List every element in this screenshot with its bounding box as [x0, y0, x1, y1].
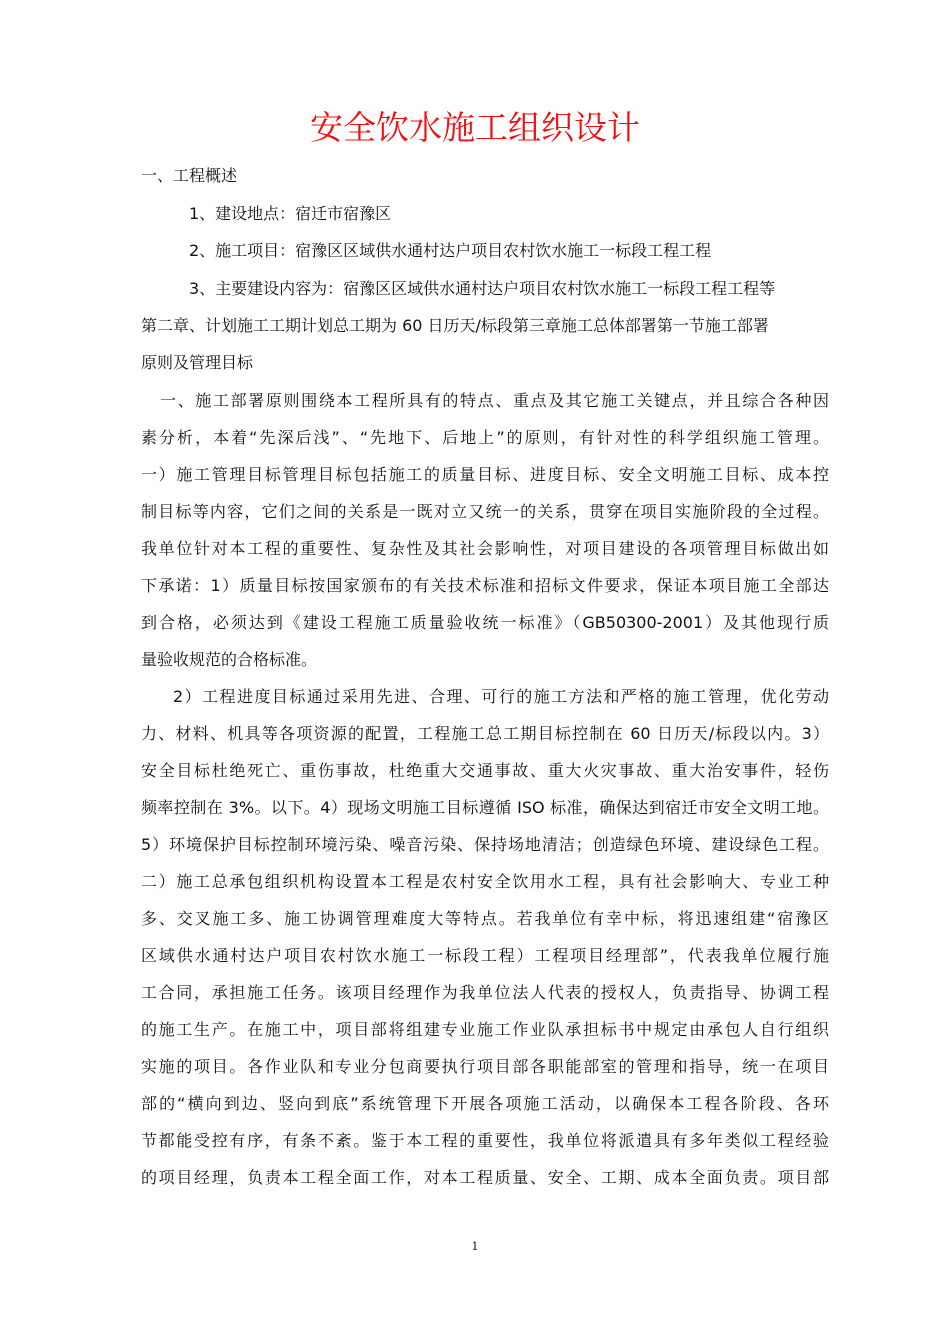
body-line: 2）工程进度目标通过采用先进、合理、可行的施工方法和严格的施工管理，优化劳动	[173, 687, 829, 706]
body-line: 区域供水通村达户项目农村饮水施工一标段工程）工程项目经理部”，代表我单位履行施	[141, 946, 829, 965]
body-line: 我单位针对本工程的重要性、复杂性及其社会影响性，对项目建设的各项管理目标做出如	[141, 539, 829, 558]
body-line: 实施的项目。各作业队和专业分包商要执行项目部各职能部室的管理和指导，统一在项目	[141, 1057, 829, 1076]
body-line: 下承诺：1）质量目标按国家颁布的有关技术标准和招标文件要求，保证本项目施工全部达	[141, 576, 829, 595]
body-line: 二）施工总承包组织机构设置本工程是农村安全饮用水工程，具有社会影响大、专业工种	[141, 872, 829, 891]
chapter-line-continued: 原则及管理目标	[141, 353, 254, 372]
body-line: 多、交叉施工多、施工协调管理难度大等特点。若我单位有幸中标，将迅速组建“宿豫区	[141, 909, 829, 928]
body-line: 到合格，必须达到《建设工程施工质量验收统一标准》（GB50300-2001）及其他现行质	[141, 613, 829, 632]
list-item: 2、施工项目：宿豫区区域供水通村达户项目农村饮水施工一标段工程工程	[189, 241, 712, 260]
list-item: 1、建设地点：宿迁市宿豫区	[189, 204, 392, 223]
body-line: 一、施工部署原则围绕本工程所具有的特点、重点及其它施工关键点，并且综合各种因	[160, 391, 829, 410]
chapter-line: 第二章、计划施工工期计划总工期为 60 日历天/标段第三章施工总体部署第一节施工部署	[141, 316, 769, 335]
page-number: 1	[471, 1240, 479, 1253]
body-line: 部的“横向到边、竖向到底”系统管理下开展各项施工活动，以确保本工程各阶段、各环	[141, 1094, 829, 1113]
section-heading: 一、工程概述	[141, 166, 238, 185]
body-line: 量验收规范的合格标准。	[141, 650, 318, 669]
body-line: 工合同，承担施工任务。该项目经理作为我单位法人代表的授权人，负责指导、协调工程	[141, 983, 829, 1002]
list-item: 3、主要建设内容为：宿豫区区域供水通村达户项目农村饮水施工一标段工程工程等	[189, 279, 776, 298]
body-line: 频率控制在 3%。以下。4）现场文明施工目标遵循 ISO 标准，确保达到宿迁市安全文明工地。	[141, 798, 829, 817]
body-line: 安全目标杜绝死亡、重伤事故，杜绝重大交通事故、重大火灾事故、重大治安事件，轻伤	[141, 761, 829, 780]
body-line: 5）环境保护目标控制环境污染、噪音污染、保持场地清洁；创造绿色环境、建设绿色工程。	[141, 835, 829, 854]
body-line: 一）施工管理目标管理目标包括施工的质量目标、进度目标、安全文明施工目标、成本控	[141, 465, 829, 484]
document-title: 安全饮水施工组织设计	[310, 108, 640, 147]
body-line: 的项目经理，负责本工程全面工作，对本工程质量、安全、工期、成本全面负责。项目部	[141, 1168, 829, 1187]
body-line: 制目标等内容，它们之间的关系是一既对立又统一的关系，贯穿在项目实施阶段的全过程。	[141, 502, 829, 521]
body-line: 素分析，本着“先深后浅”、“先地下、后地上”的原则，有针对性的科学组织施工管理。	[141, 428, 829, 447]
body-line: 的施工生产。在施工中，项目部将组建专业施工作业队承担标书中规定由承包人自行组织	[141, 1020, 829, 1039]
body-line: 节都能受控有序，有条不紊。鉴于本工程的重要性，我单位将派遣具有多年类似工程经验	[141, 1131, 829, 1150]
body-line: 力、材料、机具等各项资源的配置，工程施工总工期目标控制在 60 日历天/标段以内。3）	[141, 724, 829, 743]
